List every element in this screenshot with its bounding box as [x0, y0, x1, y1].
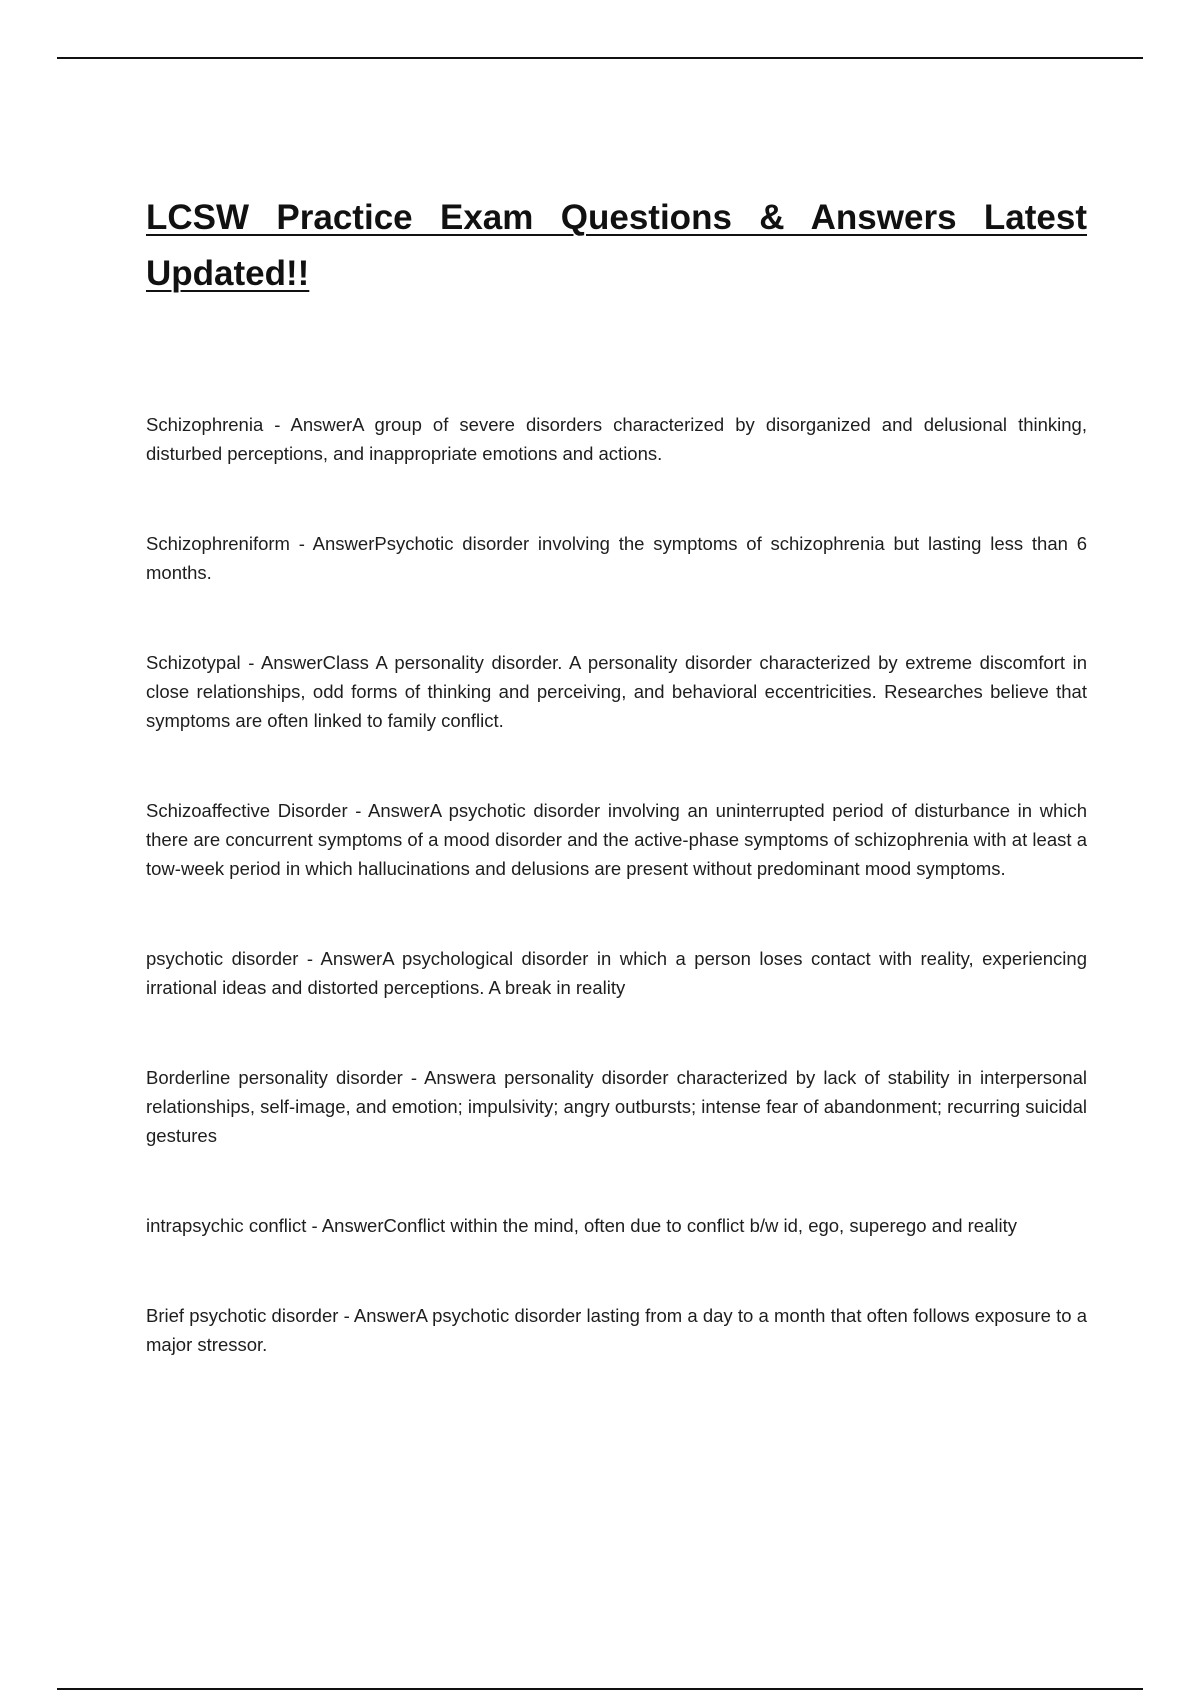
footer-rule — [57, 1688, 1143, 1690]
entry-intrapsychic-conflict: intrapsychic conflict - AnswerConflict within the mind, often due to conflict b/w id, ego, superego and reality — [146, 1215, 1017, 1236]
entry-brief-psychotic-disorder: Brief psychotic disorder - AnswerA psychotic disorder lasting from a day to a month that often follows exposure to a major stressor. — [146, 1305, 1087, 1355]
entry-schizophreniform: Schizophreniform - AnswerPsychotic disorder involving the symptoms of schizophrenia but lasting less than 6 months. — [146, 533, 1087, 583]
entry-list — [146, 410, 1087, 1359]
header-rule — [57, 57, 1143, 59]
document-title: LCSW Practice Exam Questions & Answers Latest Updated!! — [146, 198, 1087, 293]
entry-borderline-personality-disorder: Borderline personality disorder - Answera personality disorder characterized by lack of stability in interpersonal relationships, self-image, and emotion; impulsivity; angry outbursts; intense fear of abandonment; recurring suicidal gestures — [146, 1067, 1087, 1146]
entry-schizotypal: Schizotypal - AnswerClass A personality disorder. A personality disorder characterized by extreme discomfort in close relationships, odd forms of thinking and perceiving, and behavioral eccentricities. Researches believe that symptoms are often linked to family conflict. — [146, 652, 1087, 731]
entry-schizoaffective-disorder: Schizoaffective Disorder - AnswerA psychotic disorder involving an uninterrupted period of disturbance in which there are concurrent symptoms of a mood disorder and the active-phase symptoms of schizophrenia with at least a tow-week period in which hallucinations and delusions are present without predominant mood symptoms. — [146, 800, 1087, 879]
entry-schizophrenia: Schizophrenia - AnswerA group of severe disorders characterized by disorganized and delusional thinking, disturbed perceptions, and inappropriate emotions and actions. — [146, 414, 1087, 464]
document-body — [146, 190, 1087, 1420]
entry-psychotic-disorder: psychotic disorder - AnswerA psychological disorder in which a person loses contact with reality, experiencing irrational ideas and distorted perceptions. A break in reality — [146, 948, 1087, 998]
